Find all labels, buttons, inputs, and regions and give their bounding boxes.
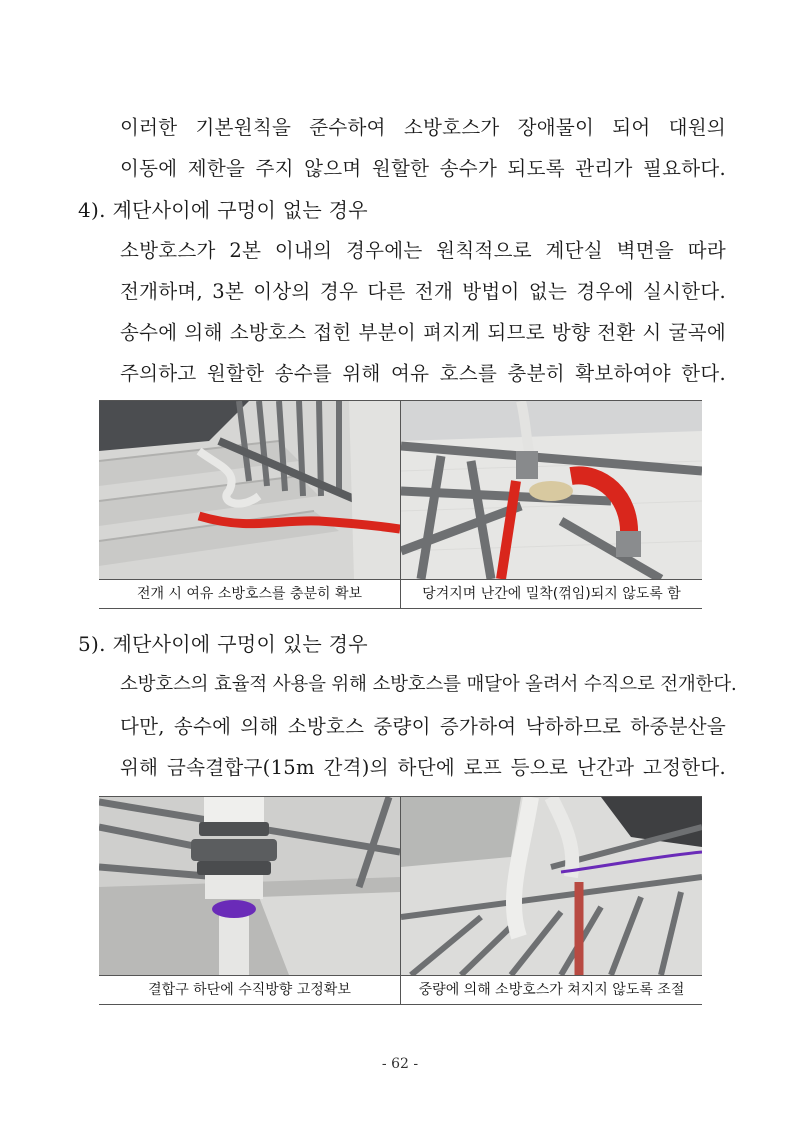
page-number: - 62 -	[381, 1056, 419, 1072]
section-5-photo-table	[99, 796, 702, 1005]
caption-prevent-kink: 당겨지며 난간에 밀착(꺾임)되지 않도록 함	[400, 580, 702, 608]
section-5-heading: 5). 계단사이에 구멍이 있는 경우	[78, 632, 368, 656]
section-4-line-3: 송수에 의해 소방호스 접힌 부분이 펴지게 되므로 방향 전환 시 굴곡에	[120, 321, 726, 344]
caption-vertical-fix: 결합구 하단에 수직방향 고정확보	[148, 982, 351, 998]
section-5-line-3: 위해 금속결합구(15m 간격)의 하단에 로프 등으로 난간과 고정한다.	[120, 756, 726, 779]
section-4-line-2: 전개하며, 3본 이상의 경우 다른 전개 방법이 없는 경우에 실시한다.	[120, 280, 726, 303]
intro-line-2: 이동에 제한을 주지 않으며 원할한 송수가 되도록 관리가 필요하다.	[120, 157, 726, 180]
caption-slack-hose: 전개 시 여유 소방호스를 충분히 확보	[136, 586, 363, 602]
photo-hose-tied-to-rail	[400, 401, 702, 579]
section-4-line-4: 주의하고 원할한 송수를 위해 여유 호스를 충분히 확보하여야 한다.	[120, 362, 726, 385]
photo-coupling-lashing	[99, 797, 400, 975]
caption-prevent-sag: 중량에 의해 소방호스가 쳐지지 않도록 조절	[400, 976, 702, 1004]
section-5-line-1: 소방호스의 효율적 사용을 위해 소방호스를 매달아 올려서 수직으로 전개한다.	[120, 674, 737, 695]
section-4-photo-table	[99, 400, 702, 609]
section-4-heading: 4). 계단사이에 구멍이 없는 경우	[78, 198, 368, 222]
photo-hose-vertical-adjust	[400, 797, 702, 975]
intro-line-1: 이러한 기본원칙을 준수하여 소방호스가 장애물이 되어 대원의	[120, 116, 726, 139]
section-4-line-1: 소방호스가 2본 이내의 경우에는 원칙적으로 계단실 벽면을 따라	[120, 239, 726, 262]
section-5-line-2: 다만, 송수에 의해 소방호스 중량이 증가하여 낙하하므로 하중분산을	[120, 715, 726, 738]
photo-stairs-slack-hose	[99, 401, 400, 579]
